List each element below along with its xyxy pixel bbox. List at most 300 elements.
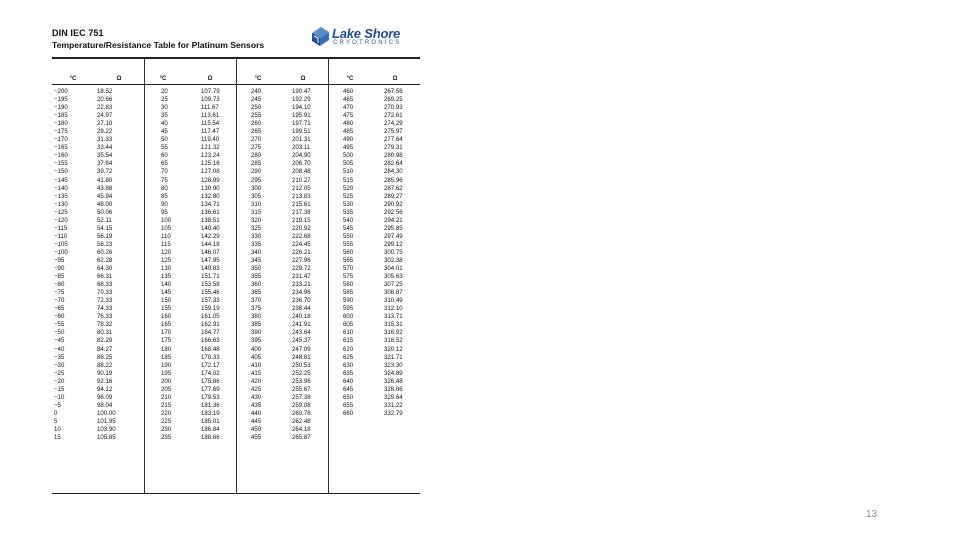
temperature-cell: 495 — [343, 144, 354, 152]
header-ohm: Ω — [116, 76, 122, 82]
temperature-cell: 650 — [343, 393, 354, 401]
temperature-cell: 345 — [251, 256, 262, 264]
ohm-column — [201, 88, 220, 442]
temperature-cell: 500 — [343, 152, 354, 160]
resistance-cell: 92.16 — [97, 377, 113, 385]
temperature-cell: 90 — [161, 200, 168, 208]
temperature-cell: 365 — [251, 289, 262, 297]
temperature-cell: −140 — [54, 184, 68, 192]
resistance-cell: 22.83 — [97, 104, 113, 112]
temperature-cell: 360 — [251, 281, 262, 289]
temperature-cell: 445 — [251, 417, 262, 425]
temperature-cell: −15 — [54, 385, 65, 393]
resistance-cell: 326.48 — [384, 377, 403, 385]
resistance-cell: 56.19 — [97, 232, 113, 240]
resistance-cell: 190.47 — [292, 88, 311, 95]
temperature-cell: 625 — [343, 353, 354, 361]
temperature-cell: −60 — [54, 313, 65, 321]
temperature-cell: 520 — [343, 184, 354, 192]
resistance-cell: 157.33 — [201, 297, 220, 305]
temperature-cell: 85 — [161, 192, 168, 200]
temperature-cell: 190 — [161, 361, 172, 369]
temperature-cell: 615 — [343, 337, 354, 345]
temperature-cell: 480 — [343, 120, 354, 128]
resistance-cell: 279.31 — [384, 144, 403, 152]
temperature-cell: 110 — [161, 232, 171, 240]
resistance-cell: 185.01 — [201, 417, 220, 425]
temperature-cell: 25 — [161, 96, 168, 104]
resistance-cell: 111.67 — [201, 104, 219, 112]
resistance-cell: 107.79 — [201, 88, 220, 95]
resistance-cell: 250.53 — [292, 361, 311, 369]
temperature-cell: −75 — [54, 289, 65, 297]
temperature-cell: 620 — [343, 345, 354, 353]
temperature-cell: 240 — [251, 88, 262, 95]
resistance-cell: 90.19 — [97, 369, 113, 377]
temperature-cell: −30 — [54, 361, 65, 369]
temperature-cell: 630 — [343, 361, 354, 369]
temperature-cell: 95 — [161, 208, 168, 216]
resistance-cell: 58.23 — [97, 240, 113, 248]
resistance-cell: 103.90 — [97, 425, 116, 433]
page-number: 13 — [866, 509, 878, 520]
resistance-cell: 284.30 — [384, 168, 403, 176]
temperature-cell: 15 — [54, 434, 61, 442]
resistance-cell: 166.63 — [201, 337, 220, 345]
resistance-cell: 64.30 — [97, 265, 113, 273]
temperature-cell: 390 — [251, 329, 262, 337]
temperature-cell: 335 — [251, 240, 262, 248]
column-divider — [144, 59, 145, 493]
resistance-cell: 100.00 — [97, 409, 116, 417]
temperature-cell: −20 — [54, 377, 65, 385]
resistance-cell: 287.62 — [384, 184, 403, 192]
temperature-cell: 295 — [251, 176, 262, 184]
resistance-cell: 274.29 — [384, 120, 403, 128]
resistance-cell: 132.80 — [201, 192, 220, 200]
resistance-cell: 72.33 — [97, 297, 113, 305]
temperature-cell: −195 — [54, 96, 68, 104]
temperature-cell: 100 — [161, 216, 172, 224]
resistance-cell: 96.09 — [97, 393, 113, 401]
temperature-cell: 640 — [343, 377, 354, 385]
temperature-cell: 5 — [54, 417, 58, 425]
resistance-cell: 240.18 — [292, 313, 311, 321]
temperature-cell: 275 — [251, 144, 262, 152]
resistance-cell: 144.18 — [201, 240, 220, 248]
resistance-cell: 177.69 — [201, 385, 220, 393]
temperature-cell: 130 — [161, 265, 172, 273]
temperature-cell: 380 — [251, 313, 262, 321]
logo-tagline: CRYOTRONICS — [333, 40, 402, 46]
temperature-cell: −110 — [54, 232, 68, 240]
resistance-cell: 142.29 — [201, 232, 220, 240]
resistance-cell: 328.06 — [384, 385, 403, 393]
temp-column — [161, 88, 171, 442]
resistance-cell: 174.02 — [201, 369, 220, 377]
resistance-cell: 294.21 — [384, 216, 403, 224]
resistance-cell: 20.66 — [97, 96, 113, 104]
resistance-cell: 219.15 — [292, 216, 311, 224]
temperature-cell: −90 — [54, 265, 65, 273]
resistance-cell: 270.93 — [384, 104, 403, 112]
temperature-cell: 330 — [251, 232, 262, 240]
temperature-cell: 655 — [343, 401, 354, 409]
temperature-cell: 245 — [251, 96, 262, 104]
temperature-cell: −55 — [54, 321, 65, 329]
resistance-cell: 109.73 — [201, 96, 220, 104]
temperature-cell: 635 — [343, 369, 354, 377]
temperature-cell: 370 — [251, 297, 262, 305]
temperature-cell: 225 — [161, 417, 172, 425]
temperature-cell: 555 — [343, 240, 354, 248]
resistance-cell: 24.97 — [97, 112, 113, 120]
resistance-cell: 66.31 — [97, 273, 113, 281]
temperature-cell: 420 — [251, 377, 262, 385]
temperature-cell: −130 — [54, 200, 68, 208]
temperature-cell: −135 — [54, 192, 68, 200]
temperature-cell: −10 — [54, 393, 65, 401]
resistance-cell: 31.33 — [97, 136, 113, 144]
temperature-cell: −170 — [54, 136, 68, 144]
resistance-cell: 295.85 — [384, 224, 403, 232]
header-ohm: Ω — [300, 76, 306, 82]
resistance-cell: 231.47 — [292, 273, 311, 281]
resistance-cell: 48.00 — [97, 200, 113, 208]
resistance-cell: 138.51 — [201, 216, 220, 224]
header-temp: °C — [159, 76, 167, 82]
resistance-cell: 215.61 — [292, 200, 311, 208]
resistance-cell: 113.61 — [201, 112, 220, 120]
temperature-cell: 575 — [343, 273, 354, 281]
temperature-cell: 35 — [161, 112, 168, 120]
resistance-cell: 229.72 — [292, 265, 311, 273]
resistance-cell: 45.94 — [97, 192, 113, 200]
resistance-cell: 88.22 — [97, 361, 113, 369]
temperature-cell: 250 — [251, 104, 262, 112]
resistance-cell: 323.30 — [384, 361, 403, 369]
temperature-cell: −115 — [54, 224, 68, 232]
temperature-cell: −125 — [54, 208, 68, 216]
resistance-cell: 265.87 — [292, 434, 311, 442]
resistance-cell: 313.71 — [384, 313, 403, 321]
resistance-cell: 299.12 — [384, 240, 403, 248]
temperature-cell: 220 — [161, 409, 172, 417]
temperature-cell: 590 — [343, 297, 354, 305]
temperature-cell: 0 — [54, 409, 58, 417]
temperature-cell: 535 — [343, 208, 354, 216]
temperature-cell: 305 — [251, 192, 262, 200]
temperature-cell: 475 — [343, 112, 354, 120]
temperature-cell: −185 — [54, 112, 68, 120]
temperature-cell: 170 — [161, 329, 172, 337]
temperature-cell: −50 — [54, 329, 65, 337]
temperature-cell: 160 — [161, 313, 172, 321]
resistance-cell: 33.44 — [97, 144, 113, 152]
resistance-cell: 39.72 — [97, 168, 113, 176]
resistance-cell: 289.27 — [384, 192, 403, 200]
lake-shore-logo-icon — [312, 27, 329, 46]
temperature-cell: 255 — [251, 112, 262, 120]
temperature-cell: −155 — [54, 160, 68, 168]
resistance-cell: 272.61 — [384, 112, 403, 120]
resistance-cell: 172.17 — [201, 361, 220, 369]
resistance-cell: 227.96 — [292, 256, 311, 264]
resistance-cell: 117.47 — [201, 128, 220, 136]
resistance-cell: 233.21 — [292, 281, 311, 289]
resistance-cell: 248.81 — [292, 353, 311, 361]
resistance-cell: 74.33 — [97, 305, 113, 313]
temperature-cell: 215 — [161, 401, 172, 409]
resistance-cell: 204.90 — [292, 152, 311, 160]
temperature-cell: 115 — [161, 240, 171, 248]
resistance-cell: 310.49 — [384, 297, 403, 305]
temperature-cell: 155 — [161, 305, 172, 313]
temperature-cell: −165 — [54, 144, 68, 152]
temperature-cell: 145 — [161, 289, 172, 297]
resistance-cell: 78.32 — [97, 321, 113, 329]
temperature-cell: 280 — [251, 152, 262, 160]
resistance-cell: 329.64 — [384, 393, 403, 401]
temperature-cell: 310 — [251, 200, 262, 208]
temperature-cell: −65 — [54, 305, 65, 313]
temperature-cell: −45 — [54, 337, 65, 345]
temperature-cell: 375 — [251, 305, 262, 313]
temperature-cell: 545 — [343, 224, 354, 232]
resistance-cell: 52.11 — [97, 216, 112, 224]
temperature-cell: 415 — [251, 369, 262, 377]
resistance-cell: 175.86 — [201, 377, 220, 385]
ohm-column — [384, 88, 403, 418]
resistance-cell: 29.22 — [97, 128, 113, 136]
temperature-cell: −175 — [54, 128, 68, 136]
resistance-cell: 260.78 — [292, 409, 311, 417]
temperature-cell: 150 — [161, 297, 172, 305]
resistance-cell: 277.64 — [384, 136, 403, 144]
resistance-cell: 197.71 — [292, 120, 311, 128]
temperature-cell: 600 — [343, 313, 354, 321]
temperature-cell: 485 — [343, 128, 354, 136]
resistance-cell: 290.92 — [384, 200, 403, 208]
resistance-cell: 308.87 — [384, 289, 403, 297]
temperature-cell: 465 — [343, 96, 354, 104]
resistance-cell: 304.01 — [384, 265, 403, 273]
resistance-cell: 220.92 — [292, 224, 311, 232]
resistance-cell: 217.38 — [292, 208, 311, 216]
resistance-cell: 302.38 — [384, 256, 403, 264]
resistance-cell: 186.84 — [201, 425, 220, 433]
temperature-cell: 320 — [251, 216, 262, 224]
resistance-cell: 162.91 — [201, 321, 220, 329]
temperature-cell: 45 — [161, 128, 168, 136]
resistance-cell: 161.05 — [201, 313, 220, 321]
temperature-cell: 410 — [251, 361, 262, 369]
temperature-cell: 285 — [251, 160, 262, 168]
temperature-cell: 290 — [251, 168, 262, 176]
resistance-cell: 243.64 — [292, 329, 311, 337]
temperature-cell: 505 — [343, 160, 354, 168]
resistance-cell: 305.63 — [384, 273, 403, 281]
temperature-cell: 105 — [161, 224, 172, 232]
temperature-cell: −190 — [54, 104, 68, 112]
resistance-cell: 43.88 — [97, 184, 113, 192]
resistance-cell: 210.27 — [292, 176, 311, 184]
resistance-cell: 267.56 — [384, 88, 403, 95]
temperature-cell: 470 — [343, 104, 354, 112]
temperature-cell: −5 — [54, 401, 61, 409]
resistance-cell: 164.77 — [201, 329, 220, 337]
temperature-cell: −120 — [54, 216, 68, 224]
resistance-cell: 54.15 — [97, 224, 113, 232]
temperature-cell: 435 — [251, 401, 262, 409]
resistance-cell: 123.24 — [201, 152, 220, 160]
temperature-cell: 260 — [251, 120, 262, 128]
resistance-cell: 94.12 — [97, 385, 113, 393]
resistance-cell: 292.56 — [384, 208, 403, 216]
temperature-cell: 230 — [161, 425, 172, 433]
temperature-cell: 455 — [251, 434, 262, 442]
temperature-cell: 660 — [343, 409, 354, 417]
temperature-cell: 350 — [251, 265, 262, 273]
resistance-cell: 170.33 — [201, 353, 220, 361]
temperature-cell: 40 — [161, 120, 168, 128]
resistance-cell: 321.71 — [384, 353, 403, 361]
resistance-cell: 121.32 — [201, 144, 220, 152]
resistance-cell: 203.11 — [292, 144, 311, 152]
temperature-cell: 120 — [161, 248, 172, 256]
resistance-cell: 199.51 — [292, 128, 311, 136]
temperature-cell: 265 — [251, 128, 262, 136]
resistance-cell: 82.29 — [97, 337, 113, 345]
temperature-cell: 80 — [161, 184, 168, 192]
resistance-cell: 318.52 — [384, 337, 403, 345]
resistance-cell: 332.79 — [384, 409, 403, 417]
resistance-cell: 269.25 — [384, 96, 403, 104]
resistance-cell: 312.10 — [384, 305, 403, 313]
temperature-cell: 175 — [161, 337, 172, 345]
resistance-cell: 140.40 — [201, 224, 220, 232]
temperature-cell: 75 — [161, 176, 168, 184]
temperature-cell: 340 — [251, 248, 262, 256]
resistance-cell: 179.53 — [201, 393, 220, 401]
temperature-cell: −95 — [54, 256, 65, 264]
temperature-cell: 550 — [343, 232, 354, 240]
temperature-cell: 460 — [343, 88, 354, 95]
resistance-cell: 168.48 — [201, 345, 220, 353]
resistance-cell: 181.36 — [201, 401, 220, 409]
temperature-cell: 30 — [161, 104, 168, 112]
resistance-cell: 285.96 — [384, 176, 403, 184]
resistance-cell: 208.48 — [292, 168, 311, 176]
temperature-cell: 610 — [343, 329, 354, 337]
temperature-cell: −100 — [54, 248, 68, 256]
resistance-cell: 253.96 — [292, 377, 311, 385]
resistance-cell: 80.31 — [97, 329, 113, 337]
document-title: DIN IEC 751 — [52, 28, 104, 38]
resistance-cell: 213.83 — [292, 192, 311, 200]
resistance-cell: 125.16 — [201, 160, 220, 168]
temperature-cell: 490 — [343, 136, 354, 144]
resistance-cell: 60.26 — [97, 248, 113, 256]
temperature-cell: −35 — [54, 353, 65, 361]
resistance-cell: 212.05 — [292, 184, 311, 192]
resistance-cell: 134.71 — [201, 200, 220, 208]
header-ohm: Ω — [207, 76, 213, 82]
resistance-cell: 151.71 — [201, 273, 220, 281]
resistance-cell: 130.90 — [201, 184, 220, 192]
resistance-cell: 257.38 — [292, 393, 311, 401]
resistance-cell: 146.07 — [201, 248, 220, 256]
temperature-cell: 560 — [343, 248, 354, 256]
temperature-cell: 510 — [343, 168, 354, 176]
temperature-cell: −145 — [54, 176, 68, 184]
resistance-cell: 297.49 — [384, 232, 403, 240]
temperature-cell: 210 — [161, 393, 172, 401]
resistance-cell: 264.18 — [292, 425, 311, 433]
temperature-cell: 645 — [343, 385, 354, 393]
temperature-cell: 525 — [343, 192, 354, 200]
resistance-cell: 27.10 — [97, 120, 113, 128]
temperature-cell: 430 — [251, 393, 262, 401]
resistance-cell: 62.28 — [97, 256, 113, 264]
resistance-cell: 316.92 — [384, 329, 403, 337]
temperature-cell: 530 — [343, 200, 354, 208]
temperature-cell: 60 — [161, 152, 168, 160]
ohm-column — [97, 88, 116, 442]
temperature-cell: 325 — [251, 224, 262, 232]
temp-column — [343, 88, 353, 418]
temperature-cell: 180 — [161, 345, 172, 353]
resistance-cell: 76.33 — [97, 313, 113, 321]
resistance-cell: 41.80 — [97, 176, 113, 184]
temperature-cell: −70 — [54, 297, 65, 305]
resistance-cell: 262.48 — [292, 417, 311, 425]
resistance-cell: 275.97 — [384, 128, 403, 136]
temperature-cell: −180 — [54, 120, 68, 128]
resistance-cell: 252.25 — [292, 369, 311, 377]
column-divider — [236, 59, 237, 493]
temperature-cell: 270 — [251, 136, 262, 144]
resistance-cell: 84.27 — [97, 345, 113, 353]
temperature-cell: 440 — [251, 409, 262, 417]
header-temp: °C — [346, 76, 354, 82]
resistance-cell: 282.64 — [384, 160, 403, 168]
temperature-cell: 400 — [251, 345, 262, 353]
resistance-cell: 247.09 — [292, 345, 311, 353]
resistance-cell: 50.06 — [97, 208, 113, 216]
temperature-cell: 205 — [161, 385, 172, 393]
temperature-cell: 425 — [251, 385, 262, 393]
temperature-cell: −25 — [54, 369, 65, 377]
resistance-cell: 18.52 — [97, 88, 113, 95]
temperature-cell: −40 — [54, 345, 65, 353]
resistance-cell: 224.45 — [292, 240, 311, 248]
header-temp: °C — [69, 76, 77, 82]
temperature-cell: 565 — [343, 256, 354, 264]
lake-shore-logo — [312, 26, 422, 50]
temperature-cell: 540 — [343, 216, 354, 224]
resistance-cell: 149.83 — [201, 265, 220, 273]
resistance-cell: 280.98 — [384, 152, 403, 160]
resistance-cell: 98.04 — [97, 401, 113, 409]
temperature-cell: 570 — [343, 265, 354, 273]
temperature-cell: −150 — [54, 168, 68, 176]
document-subtitle: Temperature/Resistance Table for Platinum Sensors — [52, 40, 265, 50]
temperature-cell: 405 — [251, 353, 262, 361]
table-bottom-rule — [52, 493, 420, 494]
resistance-cell: 68.33 — [97, 281, 113, 289]
resistance-cell: 307.25 — [384, 281, 403, 289]
